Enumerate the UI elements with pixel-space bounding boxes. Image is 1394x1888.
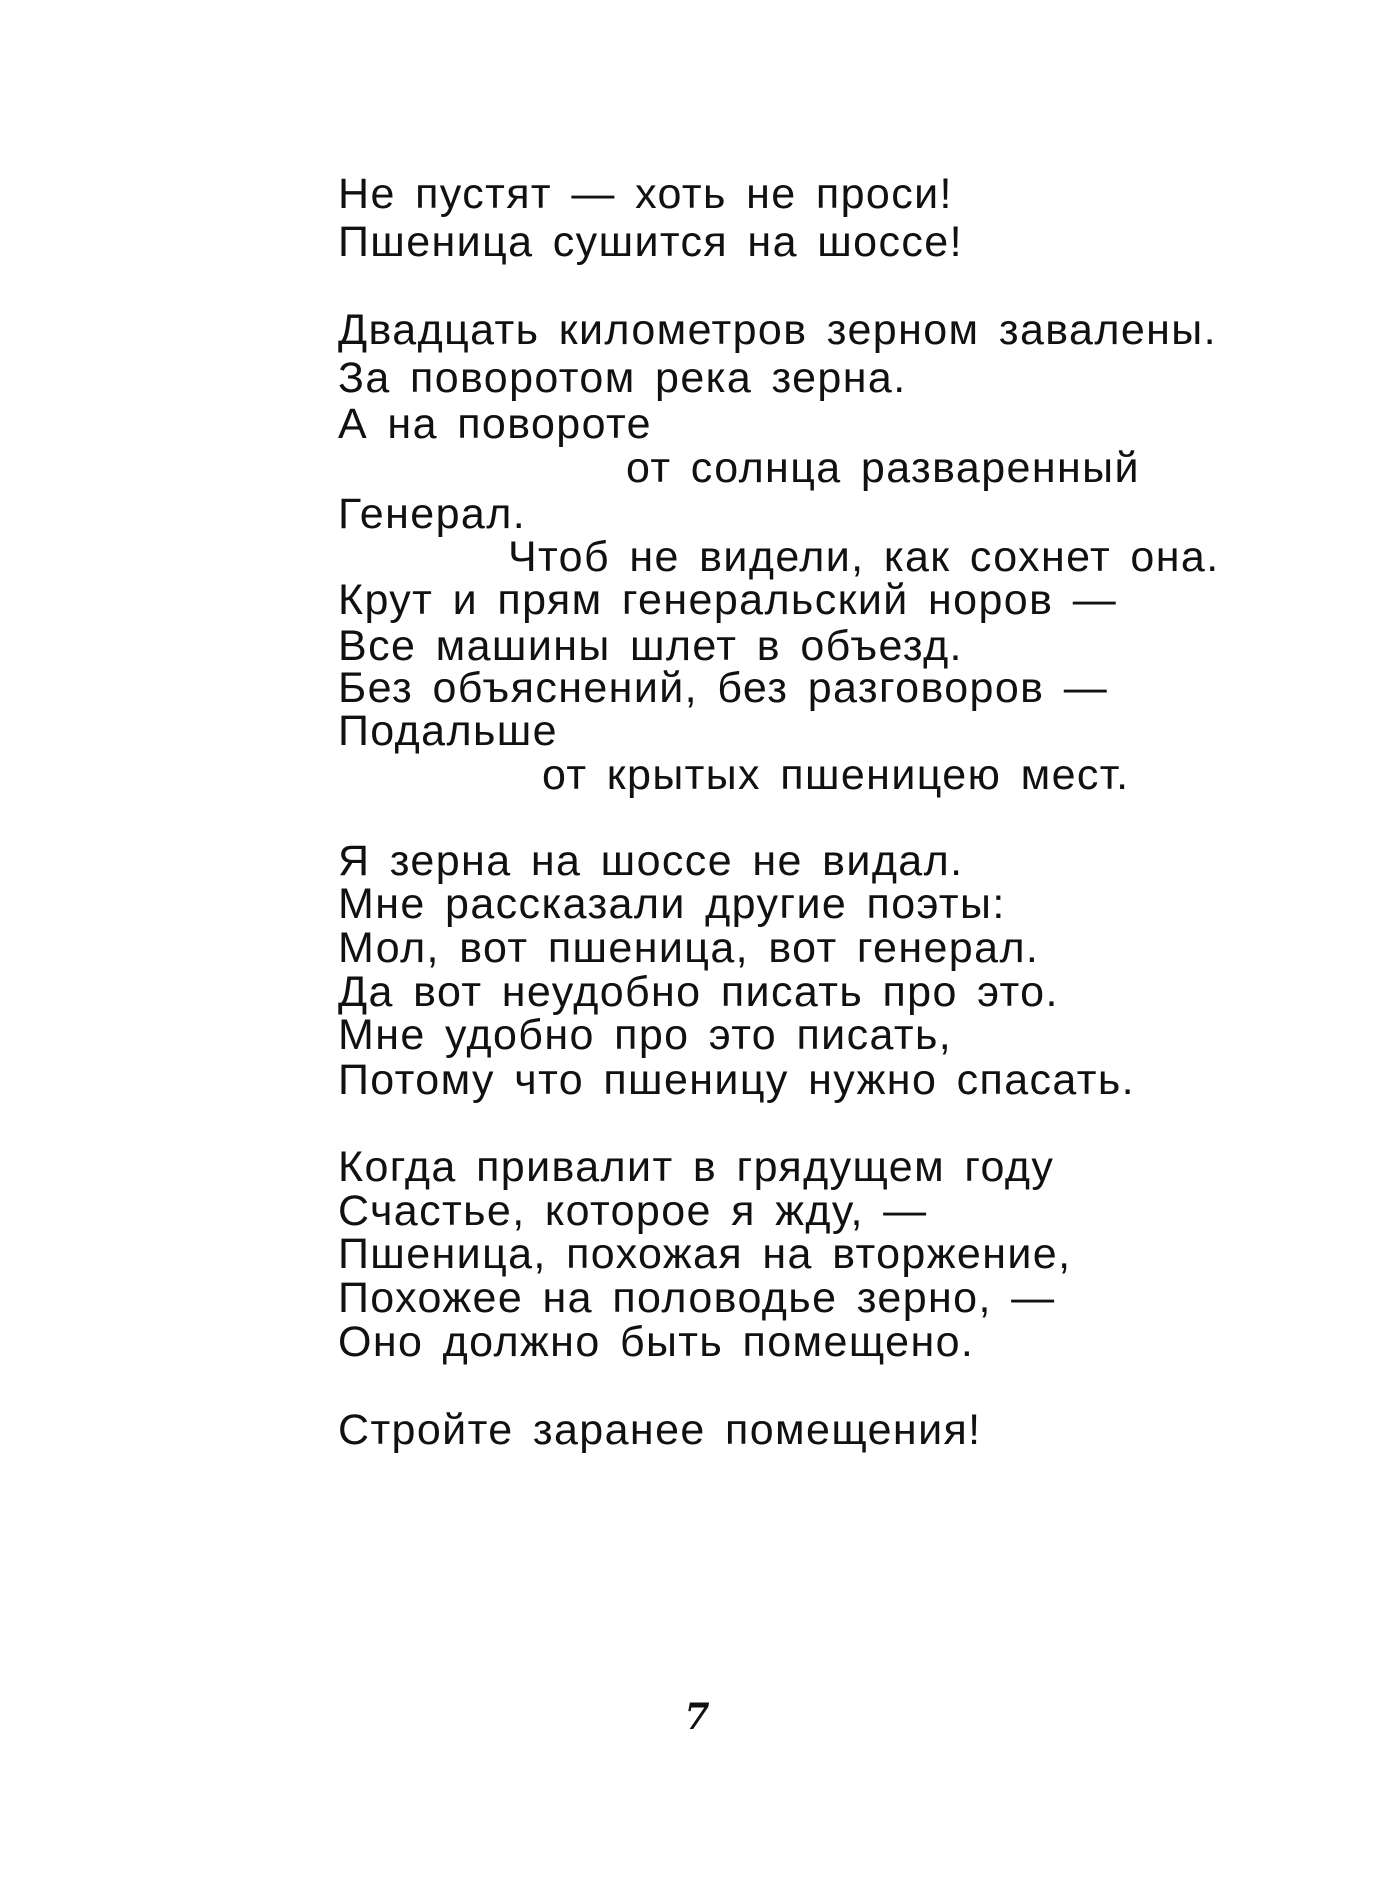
poem-line: от крытых пшеницею мест. [542,751,1130,799]
page-number: 7 [684,1696,710,1738]
poem-line: За поворотом река зерна. [338,354,907,402]
poem-line: Я зерна на шоссе не видал. [338,837,964,885]
poem-line: Без объяснений, без разговоров — [338,664,1109,712]
poem-line: Не пустят — хоть не проси! [338,170,953,218]
poem-line: А на повороте [338,400,652,448]
poem-line: Стройте заранее помещения! [338,1406,982,1454]
poem-line: Генерал. [338,490,527,538]
poem-line: Чтоб не видели, как сохнет она. [508,533,1220,581]
poem-line: от солнца разваренный [626,444,1140,492]
poem-line: Подальше [338,707,558,755]
poem-line: Двадцать километров зерном завалены. [338,306,1217,354]
poem-line: Все машины шлет в объезд. [338,622,963,670]
poem-line: Счастье, которое я жду, — [338,1187,928,1235]
poem-line: Потому что пшеницу нужно спасать. [338,1056,1136,1104]
poem-line: Когда привалит в грядущем году [338,1143,1055,1191]
poem-line: Да вот неудобно писать про это. [338,968,1059,1016]
poem-line: Пшеница, похожая на вторжение, [338,1230,1072,1278]
poem-line: Мне удобно про это писать, [338,1011,953,1059]
poem-line: Пшеница сушится на шоссе! [338,218,963,266]
poem-line: Похожее на половодье зерно, — [338,1274,1056,1322]
poem-line: Мол, вот пшеница, вот генерал. [338,924,1040,972]
poem-line: Мне рассказали другие поэты: [338,880,1006,928]
poem-line: Крут и прям генеральский норов — [338,576,1118,624]
poem-line: Оно должно быть помещено. [338,1318,975,1366]
